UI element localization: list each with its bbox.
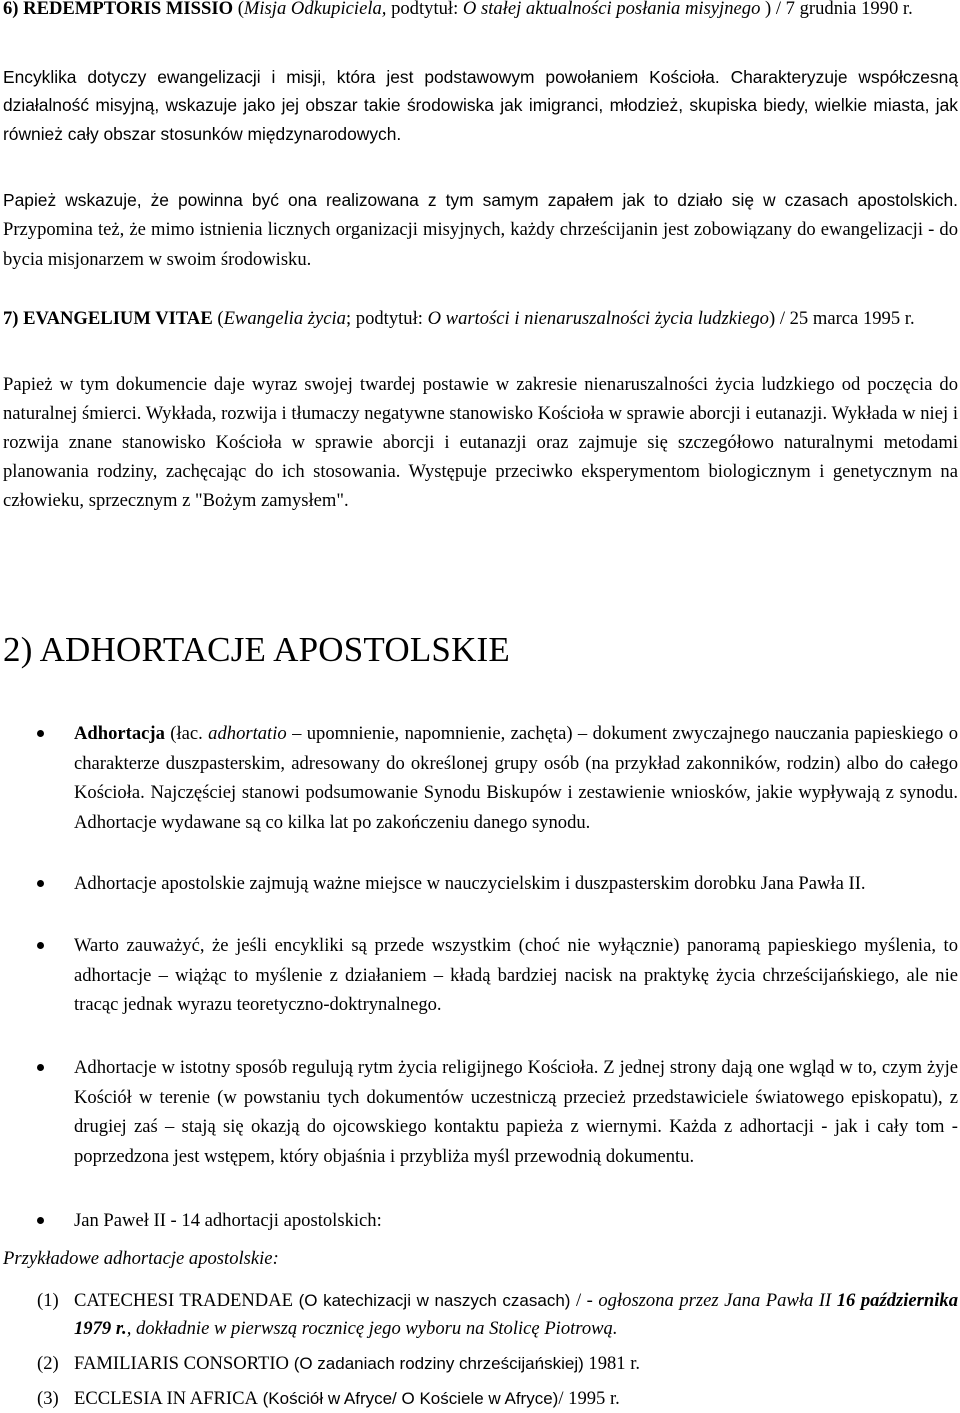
example-subtitle: (Kościół w Afryce/ O Kościele w Afryce) (257, 1389, 559, 1408)
section-7-paren: ( (212, 308, 224, 329)
section-7-subtitle-label: ; podtytuł: (345, 308, 428, 329)
bullet-text-part: – upomnienie, napomnienie, zachęta) – dokument zwyczajnego nauczania papieskiego o charakterze duszpasterskim, adresowany do określonej grupy osób (na przykład zakonników, rodzin) albo do całego Kościoła. Najczęściej stanowi podsumowanie Synodu Biskupów i zestawienie wniosków, jakie wypływają z synodu. Adhortacje wydawane są co kilka lat po zakończeniu danego synodu. (74, 723, 958, 833)
term-adhortatio: adhortatio (208, 723, 287, 744)
example-note: - ogłoszona przez Jana Pawła II (586, 1290, 837, 1311)
section-7-subtitle-alt: O wartości i nienaruszalności życia ludzkiego (427, 308, 769, 329)
section-6-paragraph-2-a: Papież wskazuje, że powinna być ona realizowana z tym samym zapałem jak to działo się w czasach apostolskich. (3, 190, 958, 210)
bullet-dot (37, 1217, 44, 1224)
section-6-subtitle: Misja Odkupiciela, (243, 0, 387, 19)
example-text (74, 1287, 958, 1343)
example-number: (3) (37, 1388, 59, 1409)
section-7-subtitle: Ewangelia życia (223, 308, 346, 329)
bullet-text-part: (łac. (164, 723, 209, 744)
example-title: FAMILIARIS CONSORTIO (74, 1353, 289, 1374)
example-title: ECCLESIA IN AFRICA (74, 1388, 258, 1409)
example-number: (2) (37, 1353, 59, 1374)
section-7-paragraph: Papież w tym dokumencie daje wyraz swojej twardej postawie w zakresie nienaruszalności życia ludzkiego od poczęcia do naturalnej śmierci. Wykłada, rozwija i tłumaczy negatywne stanowisko Kościoła w sprawie aborcji i eutanazji. Wykłada w niej i rozwija znane stanowisko Kościoła w sprawie aborcji i eutanazji oraz zajmuje się szczegółowo naturalnymi metodami planowania rodziny, zachęcając do ich stosowania. Występuje przeciwko eksperymentom biologicznym i genetycznym na człowieku, sprzecznym z "Bożym zamysłem". (3, 374, 958, 511)
section-6-subtitle-alt: O stałej aktualności posłania misyjnego (462, 0, 761, 19)
section-7-title: 7) EVANGELIUM VITAE (3, 308, 213, 329)
bullet-text: Jan Paweł II - 14 adhortacji apostolskich: (74, 1210, 382, 1231)
section-6-paragraph-2 (3, 186, 958, 275)
term-adhortacja: Adhortacja (74, 723, 165, 744)
bullet-dot (37, 942, 44, 949)
example-note-tail: , dokładnie w pierwszą rocznicę jego wyboru na Stolicę Piotrową. (126, 1318, 618, 1339)
bullet-dot (37, 730, 44, 737)
example-year: / 1995 r. (558, 1388, 620, 1409)
bullet-text-definition (74, 719, 958, 837)
section-6-paragraph-2-b: Przypomina też, że mimo istnienia licznych organizacji misyjnych, każdy chrześcijanin jest zobowiązany do ewangelizacji - do bycia misjonarzem w swoim środowisku. (3, 219, 958, 270)
example-subtitle: (O katechizacji w naszych czasach) (293, 1291, 571, 1310)
section-6-heading (3, 0, 958, 23)
section-heading-adhortacje: 2) ADHORTACJE APOSTOLSKIE (3, 630, 510, 669)
section-6-paragraph-1: Encyklika dotyczy ewangelizacji i misji, która jest podstawowym powołaniem Kościoła. Charakteryzuje współczesną działalność misyjną, wskazuje jako jej obszar takie środowiska jak imigranci, młodzież, skupiska biedy, wielkie miasta, jak również cały obszar stosunków międzynarodowych. (3, 67, 958, 144)
bullet-text: Adhortacje apostolskie zajmują ważne miejsce w nauczycielskim i duszpasterskim dorobku Jana Pawła II. (74, 873, 866, 894)
section-6-title: 6) REDEMPTORIS MISSIO (3, 0, 234, 19)
examples-title: Przykładowe adhortacje apostolskie: (3, 1248, 279, 1269)
example-date: 16 października 1979 r. (74, 1290, 958, 1339)
bullet-dot (37, 1064, 44, 1071)
section-6-paren: ( (233, 0, 244, 19)
example-text (74, 1350, 958, 1378)
example-text (74, 1385, 958, 1413)
bullet-text: Adhortacje w istotny sposób regulują rytm życia religijnego Kościoła. Z jednej strony dają one wgląd w to, czym żyje Kościół w terenie (w powstaniu tych dokumentów uczestniczą przecież przedstawiciele światowego episkopatu), z drugiej zaś – stają się okazją do ojcowskiego kontaktu papieża z wiernymi. Każda z adhortacji - jak i cały tom - poprzedzona jest wstępem, który objaśnia i przybliża myśl przewodnią dokumentu. (74, 1057, 958, 1167)
section-6-subtitle-label: podtytuł: (386, 0, 463, 19)
section-7-date: ) / 25 marca 1995 r. (768, 308, 915, 329)
bullet-dot (37, 880, 44, 887)
section-7-heading (3, 304, 958, 333)
example-title: CATECHESI TRADENDAE (74, 1290, 294, 1311)
bullet-text: Warto zauważyć, że jeśli encykliki są przede wszystkim (choć nie wyłącznie) panoramą papieskiego myślenia, to adhortacje – wiążąc to myślenie z działaniem – kładą bardziej nacisk na praktykę życia chrześcijańskiego, ale nie tracąc jednak wyrazu teoretyczno-doktrynalnego. (74, 935, 958, 1015)
example-number: (1) (37, 1290, 59, 1311)
section-6-date: ) / 7 grudnia 1990 r. (760, 0, 913, 19)
example-subtitle: (O zadaniach rodziny chrześcijańskiej) (288, 1354, 584, 1373)
example-year: 1981 r. (583, 1353, 641, 1374)
example-separator: / (570, 1290, 587, 1311)
